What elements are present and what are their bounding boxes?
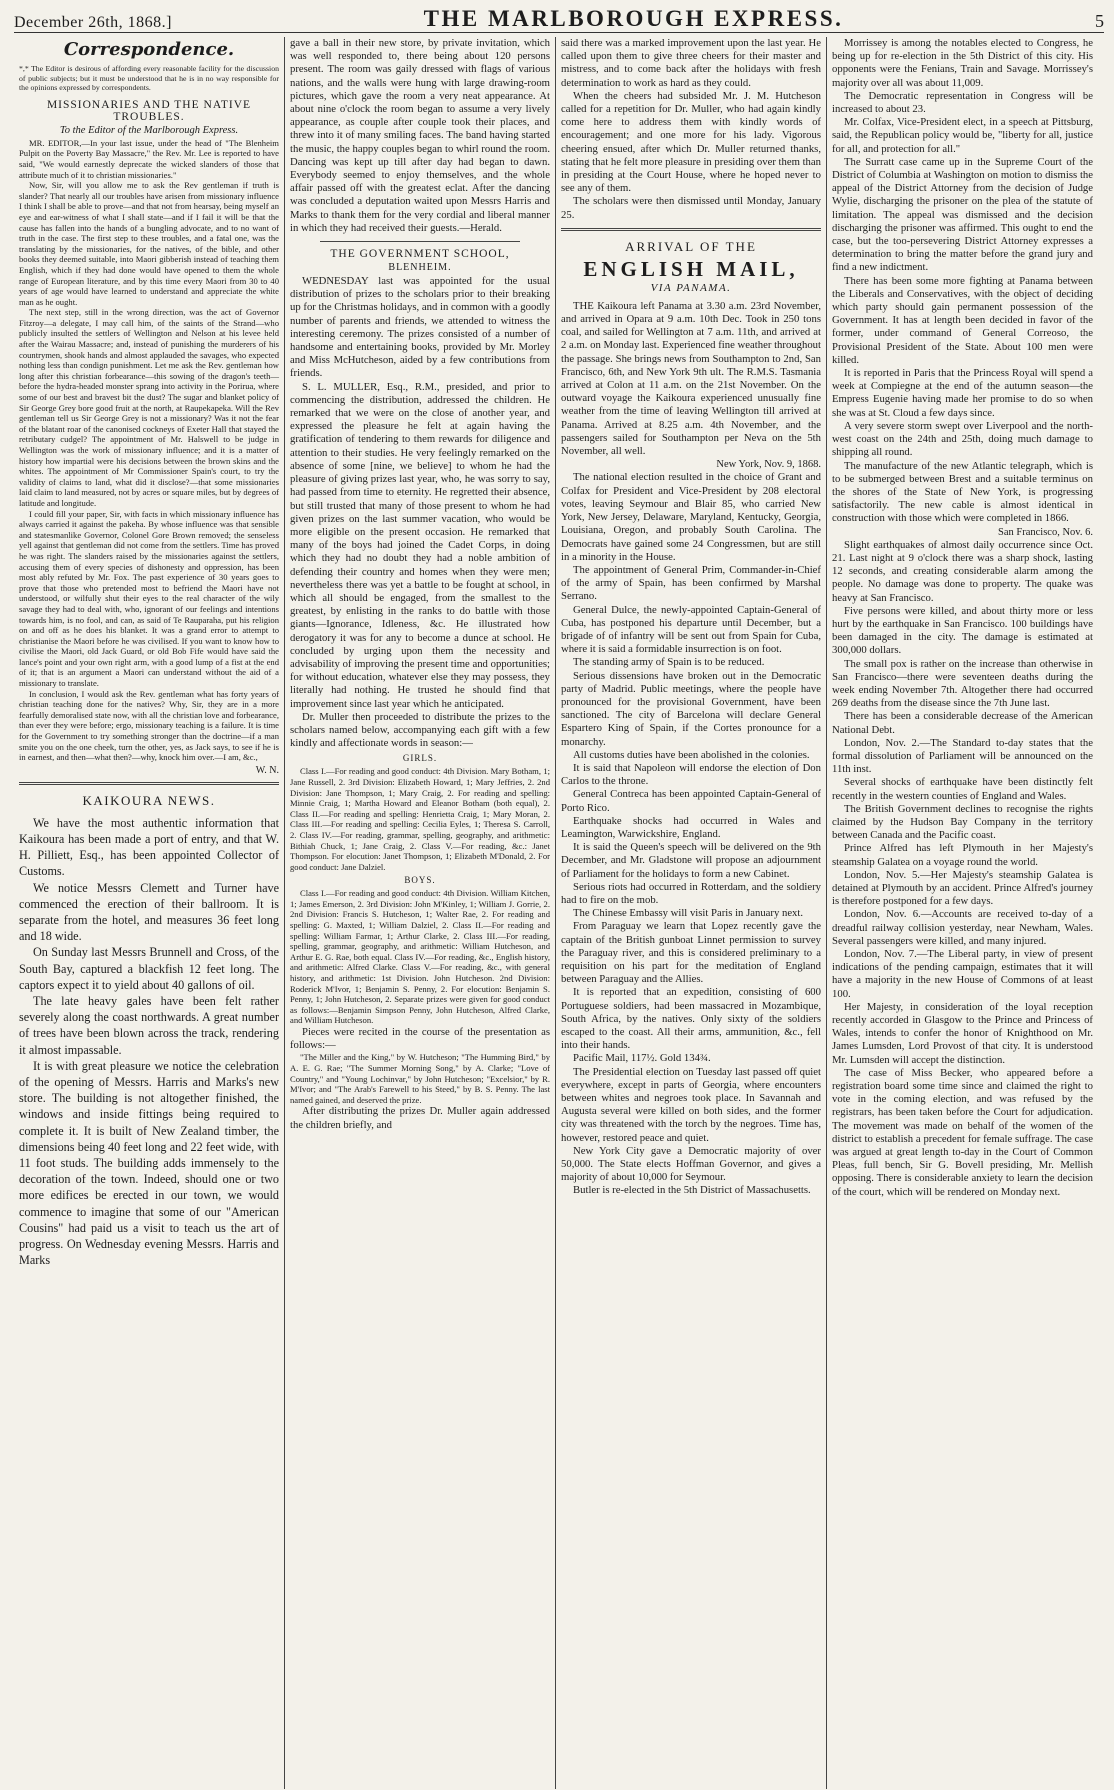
school-report-continued [290,1026,550,1052]
mail-news-continued [832,37,1093,1199]
column-1 [14,37,285,1789]
editor-notice: *,* The Editor is desirous of affording every reasonable facility for the discussion of public subjects; but it must be understood that he is in no way responsible for the opinions expressed by correspondents. [19,64,279,93]
kaikoura-heading: KAIKOURA NEWS. [82,792,216,808]
issue-date: December 26th, 1868.] [14,14,173,31]
paragraph: S. L. MULLER, Esq., R.M., presided, and prior to commencing the distribution, addressed the children. He remarked that we were on the close of another year, and expressed the pleasure he felt at again having the gratification of tendering to them rewards for diligence and attention to their studies. He very feelingly remarked on the absence of some [nine, we believe] to whom he had the pleasure of giving prizes last year, who, he was sorry to say, had passed from time to eternity. He regretted their absence, but still trusted that many of those present to whom he had given prizes on the last summer vacation, who would be more eligible on the present occasion. He remarked that many of the boys had joined the Cadet Corps, in doing which they had no doubt they had a noble ambition of defending their country and homes when they were men; nevertheless there was yet a battle to be fought at school, in which all should be engaged, from the smallest to the greatest, by enlisting in the ranks to do battle with those giants—Ignorance, Idleness, &c. He illustrated how derogatory it was for any to become a dunce at school. He concluded by urging upon them the necessity and advisability of improving the present time and opportunities; for without education, whatever else they may possess, they literally had nothing. He trusted he should find that improvement since last year which he anticipated. [290,380,550,710]
paragraph: I could fill your paper, Sir, with facts in which missionary influence has always carried it against the pakeha. By whose influence was that sensible and statesmanlike Governor, Colonel Gore Brown removed; the senseless yell against that gentleman did not come from the settlers. Time has proved he was right. The slanders raised by the missionaries against the settlers, accusing them of every species of dishonesty and oppression, has been most ably refuted by Mr. Fox. The past experience of 30 years goes to prove that those who pretended most to befriend the Maori have not understood, or wilfully shut their eyes to the real character of the wily savage they had to deal with, who, ignorant of our feelings and intentions towards him, is no fool, and can, as said of Te Rauparaha, put his religion on and off as he does his blanket. It was a grand error to attempt to christianise the Maori before he was civilised. If you want to know how to civilise the Maori, old Jack Guard, or old Bob Fife would have said the lance's point and your own right arm, with a good lump of a fist at the end of it; that is an argument a Maori can understand without the aid of a missionary to translate. [19,508,279,689]
paragraph: It is said that Napoleon will endorse the election of Don Carlos to the throne. [561,761,821,788]
column-4 [827,37,1098,1789]
school-report-conclusion [561,37,821,222]
divider [320,241,520,242]
letter-signature: W. N. [255,764,279,776]
divider [19,782,279,785]
paragraph: Her Majesty, in consideration of the loyal reception recently accorded in Glasgow to the Prince and Princess of Wales, intends to confer the honor of Knighthood on Mr. James Lumsden, Lord Provost of that city. It is understood Mr. Lumsden will accept the distinction. [832,1000,1093,1066]
paragraph: The case of Miss Becker, who appeared before a registration board some time since and claimed the right to vote in the coming election, and was refused by the registrars, has been taken before the Court for adjudication. The movement was made on behalf of the women of the district to establish a precedent for female suffrage. The case was argued at great length to-day in the Court of Common Pleas, full bench, Sir G. Bovell presiding, Mr. Mellish opposing. There is considerable anxiety to learn the decision of the court, which will be rendered on Monday next. [832,1066,1093,1198]
paragraph: Earthquake shocks had occurred in Wales and Leamington, Warwickshire, England. [561,814,821,840]
paragraph: The national election resulted in the choice of Grant and Colfax for President and Vice-President by 208 electoral votes, leaving Seymour and Blair 85, who carried New York, New Jersey, Delaware, Maryland, Kentucky, Georgia, Louisiana, Oregon, and probably South Carolina. The Democrats have gained some 24 Congressmen, but are still in a minority in the House. [561,471,821,563]
paragraph: gave a ball in their new store, by private invitation, which was well responded to, there being about 120 persons present. The room was gaily dressed with flags of various nations, and the walls were hung with large drawing-room pictures, which gave the room a very neat appearance. At about nine o'clock the room began to assume a very lively appearance, as couple after couple took their places, and threw into it of many smiling faces. The band having started the music, the happy couples began to whirl round the room. Dancing was kept up till after day had began to dawn. Everybody seemed to enjoy themselves, and the whole affair passed off with the greatest eclat. After the dancing was concluded a deputation waited upon Messrs Harris and Marks to thank them for the very cordial and liberal manner in which they had received their guests.—Herald. [290,37,550,234]
paragraph: Morrissey is among the notables elected to Congress, he being up for re-election in the 5th District of this city. His opponents were the Fenians, Train and Savage. Morrissey's majority over all was about 11,009. [832,37,1093,89]
paragraph: The late heavy gales have been felt rather severely along the coast northwards. A great number of trees have been blown across the track, rendering it almost impassable. [19,994,279,1057]
paragraph: After distributing the prizes Dr. Muller again addressed the children briefly, and [290,1105,550,1131]
paragraph: The British Government declines to recognise the rights claimed by the Hudson Bay Company in the territory between Canada and the Pacific coast. [832,802,1093,842]
paragraph: We have the most authentic information that Kaikoura has been made a port of entry, and that W. H. Pilliett, Esq., has been appointed Collector of Customs. [19,815,279,879]
paragraph: Prince Alfred has left Plymouth in her Majesty's steamship Galatea on a voyage round the world. [832,842,1093,868]
paragraph: London, Nov. 6.—Accounts are received to-day of a dreadful railway collision yesterday, near Newham, Wales. Several passengers were killed, and many injured. [832,908,1093,947]
paragraph: The Chinese Embassy will visit Paris in January next. [573,907,804,920]
column-2 [285,37,556,1789]
paragraph: It is said the Queen's speech will be delivered on the 9th December, and Mr. Gladstone will propose an adjournment of Parliament for the holidays to form a new Cabinet. [561,841,821,880]
paragraph: Butler is re-elected in the 5th District of Massachusetts. [573,1184,811,1197]
paragraph: Class I.—For reading and good conduct: 4th Division. William Kitchen, 1; James Emerson, 2. 3rd Division: John M'Kinley, 1; William J. Gorrie, 2. 2nd Division: Francis S. Hutcheson, 1; Walter Rae, 2. For reading and spelling: G. Maxted, 1; William Dalziel, 2. Class II.—For reading and spelling: William Farmar, 1; Arthur Clarke, 2. Class III.—For reading, spelling, grammar, geography, and arithmetic: William Hutcheson, and Arthur E. G. Rae, both equal. Class IV.—For reading, &c., English history, and arithmetic: Alfred Clarke. Class V.—For reading, &c., with general history, and arithmetic: 1st Division. John Hutcheson. 2nd Division: Roderick M'Ivor, 1; Benjamin S. Penny, 2. For elocution: Benjamin S. Penny, 1; John Hutcheson, 2. Separate prizes were given for good conduct as follows:—Benjamin Simpson Penny, John Hutcheson, Alfred Clarke, and William Hutcheson. [290,888,550,1026]
paragraph: Pacific Mail, 117½. Gold 134¾. [573,1052,711,1065]
boys-prize-list [290,888,550,1026]
paragraph: The Presidential election on Tuesday last passed off quiet everywhere, except in parts of Georgia, where encounters between whites and negroes took place. In Savannah and Augusta several were killed on both sides, and the former city was threatened with the torch by the negroes. Time has, however, restored peace and quiet. [561,1065,821,1144]
english-mail-subtitle: VIA PANAMA. [650,281,732,294]
page-number: 5 [1094,11,1104,31]
paragraph: London, Nov. 7.—The Liberal party, in view of present indications of the pending campaign, estimates that it will have a majority in the new House of Commons of at least 100. [832,948,1093,1000]
paragraph: Several shocks of earthquake have been distinctly felt recently in the western counties of England and Wales. [832,776,1093,802]
paragraph: Dr. Muller then proceeded to distribute the prizes to the scholars named below, accompanying each gift with a few kindly and affectionate words in season:— [290,710,550,750]
paragraph: The manufacture of the new Atlantic telegraph, which is to be submerged between Brest and a suitable terminus on the shores of the State of New York, is progressing satisfactorily. The new cable is almost identical in construction with those which were completed in 1866. [832,459,1093,525]
recitations-list [290,1052,550,1105]
school-heading: THE GOVERNMENT SCHOOL, [330,248,510,261]
newspaper-title: THE MARLBOROUGH EXPRESS. [423,6,844,31]
boys-heading: BOYS. [404,875,436,886]
paragraph: Now, Sir, will you allow me to ask the Rev gentleman if truth is slander? That nearly all our troubles have arisen from missionary influence I think I shall be able to prove—and that not from hearsay, being myself an eye and ear-witness of what I shall state—and if I fail it will be that the cause has fallen into the hands of a bungling advocate, and to no want of truth in the case. The first step to these troubles, and a fatal one, was the translating by the missionaries, for the natives, of the bible, and other books they deemed suitable, into Maori gibberish instead of teaching them English, which if they had done would have opened to them the whole range of European literature, and by this time every Maori from 30 to 40 years of age would have learned to understand and appreciate the white man as he ought. [19,180,279,307]
paragraph: It is with great pleasure we notice the celebration of the opening of Messrs. Harris and Marks's new store. The building is not altogether finished, the windows and inside fittings being required to complete it. It is built of New Zealand timber, the dimensions being 40 feet long and 22 feet wide, with 11 foot studs. The building adds immensely to the decoration of the town. Indeed, should one or two more edifices be erected in our town, we would commence to imagine that some of our "American Cousins" had paid us a visit to teach us the art of progress. On Wednesday evening Messrs. Harris and Marks [19,1058,279,1268]
arrival-heading: ARRIVAL OF THE [625,238,757,254]
paragraph: The Democratic representation in Congress will be increased to about 23. [832,89,1093,116]
correspondence-heading: Correspondence. [63,39,235,60]
paragraph: We notice Messrs Clemett and Turner have commenced the erection of their ballroom. It is separate from the hotel, and measures 36 feet long and 18 wide. [19,880,279,944]
paragraph: It is reported in Paris that the Princess Royal will spend a week at Compiegne at the end of the autumn season—the Empress Eugenie having made her promise to do so when she was at St. Cloud a few days since. [832,367,1093,419]
paragraph: The standing army of Spain is to be reduced. [573,656,765,669]
paragraph: WEDNESDAY last was appointed for the usual distribution of prizes to the scholars prior to their breaking up for the Christmas holidays, and in common with a goodly number of parents and friends, we attended to witness the interesting ceremony. The prizes consisted of a number of handsome and entertaining books, provided by Mr. Morley and Miss McHutcheson, aided by a few contributions from friends. [290,275,550,380]
paragraph: The scholars were then dismissed until Monday, January 25. [561,195,821,221]
paragraph: London, Nov. 2.—The Standard to-day states that the formal dissolution of Parliament will be announced on the 11th inst. [832,736,1093,776]
paragraph: MR. EDITOR,—In your last issue, under the head of "The Blenheim Pulpit on the Poverty Bay Massacre," the Rev. Mr. Lee is reported to have said, "We would earnestly deprecate the wicked slanders of those that attribute much of it to christian missionaries." [19,137,279,180]
columns [14,37,1104,1789]
paragraph: London, Nov. 5.—Her Majesty's steamship Galatea is detained at Plymouth by an accident. Prince Alfred's journey is therefore postponed for a few days. [832,868,1093,908]
paragraph: The small pox is rather on the increase than otherwise in San Francisco—there were seventeen deaths during the week ending November 7th. Altogether there had occurred 269 deaths from the disease since the 7th June last. [832,657,1093,710]
paragraph: In conclusion, I would ask the Rev. gentleman what has forty years of christian teaching done for the natives? Why, Sir, they are in a more fearfully demoralised state now, with all the christian love and forbearance, than ever they were before; ergo, missionary teaching is a failure. It is time for the Government to try something stronger than the doctrine—if a man smite you on the one cheek, turn the other, yes, as Jack says, to see if he is in earnest, and then—what then?—why, knock him over.—I am, &c., [19,688,279,763]
paragraph: There has been some more fighting at Panama between the Liberals and Conservatives, with the object of deciding which party should gain permanent possession of the Government. It has at length been decided in favor of the former, under command of General Correoso, the Provisional President of the State. About 100 men were killed. [832,274,1093,366]
paragraph: Class I.—For reading and good conduct: 4th Division. Mary Botham, 1; Jane Russell, 2. 3rd Division: Elizabeth Howard, 1; Mary Jeffries, 2. 2nd Division: Jane Thompson, 1; Mary Craig, 2. For reading and spelling: Minnie Craig, 1; Martha Howard and Eleanor Botham (both equal), 2. Class II.—For reading and spelling: Henrietta Craig, 1; Mary Moran, 2. Class III.—For reading and spelling: Cecilia Eyles, 1; Theresa S. Carroll, 2. Class IV.—For reading, grammar, spelling, geography, and arithmetic: Bithiah Chuck, 1; Jane Craig, 2. Class V.—For reading, &c.: Janet Thompson. For elocution: Janet Thompson, 1; Elizabeth M'Donald, 2. For good conduct: Jane Dalziel. [290,766,550,872]
letter-body [19,138,279,763]
paragraph: Mr. Colfax, Vice-President elect, in a speech at Pittsburg, said, the Republican policy would be, "liberty for all, justice for all, and protection for all." [832,116,1093,155]
paragraph: On Sunday last Messrs Brunnell and Cross, of the South Bay, captured a blackfish 12 feet long. The captors expect it to yield about 40 gallons of oil. [19,945,279,992]
paragraph: "The Miller and the King," by W. Hutcheson; "The Humming Bird," by A. E. G. Rae; "The Summer Morning Song," by A. Clarke; "Love of Country," and "Young Lochinvar," by John Hutcheson; "Excelsior," by R. M'Ivor; and "The Arab's Farewell to his Steed," by B. S. Penny. The last named gained, and deserved the prize. [290,1052,550,1105]
dateline: San Francisco, Nov. 6. [998,526,1093,538]
ball-report [290,37,550,235]
paragraph: When the cheers had subsided Mr. J. M. Hutcheson called for a repetition for Dr. Muller, who had again kindly come here to address them with kindly words of encouragement; and one more for his lady. Vigorous cheering ensued, after which Dr. Muller returned thanks, stating that he felt more pleasure in presiding over them than in presiding at the Court House, where he hoped never to see any of them. [561,89,821,195]
paragraph: Five persons were killed, and about thirty more or less hurt by the earthquake in San Francisco. 100 buildings have been damaged in the city. The damage is estimated at 300,000 dollars. [832,604,1093,657]
mail-news [561,300,821,1198]
girls-prize-list [290,766,550,872]
paragraph: Slight earthquakes of almost daily occurrence since Oct. 21. Last night at 9 o'clock there was a sharp shock, lasting 12 seconds, and creating considerable alarm among the people. No damage was done to property. The quake was heavy at San Francisco. [832,538,1093,604]
paragraph: New York City gave a Democratic majority of over 50,000. The State elects Hoffman Governor, and gives a majority of about 10,000 for Seymour. [561,1144,821,1184]
paragraph: It is reported that an expedition, consisting of 600 Portuguese soldiers, had been massacred in Mozambique, South Africa, by the natives. Only sixty of the soldiers escaped to the coast. All their arms, ammunition, &c., fell into their hands. [561,986,821,1052]
paragraph: The appointment of General Prim, Commander-in-Chief of the army of Spain, has been confirmed by Marshal Serrano. [561,563,821,603]
paragraph: General Contreca has been appointed Captain-General of Porto Rico. [561,788,821,814]
paragraph: THE Kaikoura left Panama at 3.30 a.m. 23rd November, and arrived in Opara at 9 a.m. 10th Dec. Took in 250 tons coal, and sailed for Wellington at 7 a.m. 11th, and arrived at 2 a.m. on Monday last. Experienced fine weather throughout the passage. She brings news from Southampton to 2nd, San Francisco, 6th, and New York 9th ult. The R.M.S. Tasmania arrived at Colon at 11 a.m. on the 21st November. On the outward voyage the Kaikoura experienced unusually fine weather from the time of leaving Wellington till arrived at Panama. Arrived at 8.25 a.m. 4th November, and the passengers sailed for Southampton per Neva on the 5th November, all well. [561,299,821,458]
paragraph: said there was a marked improvement upon the last year. He called upon them to give three cheers for their master and mistress, and to come back after the holidays with fresh determination to work as hard as they could. [561,37,821,89]
masthead [14,6,1104,33]
school-subheading: BLENHEIM. [388,262,452,274]
kaikoura-body [19,815,279,1269]
dateline: New York, Nov. 9, 1868. [716,459,821,471]
paragraph: General Dulce, the newly-appointed Captain-General of Cuba, has postponed his departure until December, but a brigade of of infantry will be sent out from Spain for Cuba, where it is said a formidable insurrection is on foot. [561,603,821,656]
letter-salutation: To the Editor of the Marlborough Express. [59,124,239,136]
paragraph: The Surratt case came up in the Supreme Court of the District of Columbia at Washington on motion to dismiss the appeal of the District Attorney from the decision of Judge Wylie, discharging the prisoner on the plea of the statute of limitation. The appeal was dismissed and the decision discharging the prisoner was affirmed. This ought to end the case, but the too-persevering District Attorney expresses a determination to bring the matter before the grand jury and find a new indictment. [832,155,1093,274]
divider [561,228,821,231]
paragraph: The next step, still in the wrong direction, was the act of Governor Fitzroy—a delegate, I may call him, of the saints of the Strand—who publicly insulted the settlers of Wellington and Nelson at his levee held after the Wairau Massacre; and, instead of punishing the murderers of his countrymen, shook hands and almost applauded the savages, who expected nothing less than condign punishment. Let me ask the Rev. gentleman how long after this christian forbearance—this sowing of the dragon's teeth—before the hydra-headed monster sprang into activity in the Porirua, where some of our best and bravest bit the dust? The sugar and blanket policy of Sir George Grey bore good fruit at the north, at Raupekapeka. Will the Rev gentleman tell us Sir George Grey is not a missionary? Was it not the fear of the blatant roar of the canonised cockneys of Exeter Hall that stayed the retributary cudgel? The appointment of Mr. Halswell to be judge in Wellington was the work of missionary influence; and it is a matter of history how impartial were his decisions between the brown skins and the whites. The appointment of Mr Commissioner Spain's court, to try the validity of claims to land, what did it disclose?—that some missionaries laid claim to land measured, not by acres or square miles, but by degrees of latitude and longitude. [19,307,279,508]
paragraph: Serious riots had occurred in Rotterdam, and the soldiery had to fire on the mob. [561,880,821,906]
letter-title: MISSIONARIES AND THE NATIVE TROUBLES. [46,98,252,123]
girls-heading: GIRLS. [402,753,438,764]
paragraph: Pieces were recited in the course of the presentation as follows:— [290,1026,550,1052]
paragraph: There has been a considerable decrease of the American National Debt. [832,710,1093,736]
english-mail-title: ENGLISH MAIL, [583,256,799,281]
school-report [290,275,550,750]
column-3 [556,37,827,1789]
paragraph: All customs duties have been abolished in the colonies. [573,748,810,761]
school-report-end [290,1105,550,1131]
paragraph: A very severe storm swept over Liverpool and the north-west coast on the 24th and 25th, doing much damage to shipping all round. [832,419,1093,459]
paragraph: From Paraguay we learn that Lopez recently gave the captain of the British gunboat Linnet permission to survey the Paraguay river, and this is considered preliminary to a requisition on his part for the meditation of England between Paraguay and the Allies. [561,920,821,986]
paragraph: Serious dissensions have broken out in the Democratic party of Madrid. Public meetings, where the people have pronounced for the provisional Government, have been sanctioned. The city of Barcelona will declare General Espartero King of Spain, if the Cortes pronounce for a monarchy. [561,669,821,748]
